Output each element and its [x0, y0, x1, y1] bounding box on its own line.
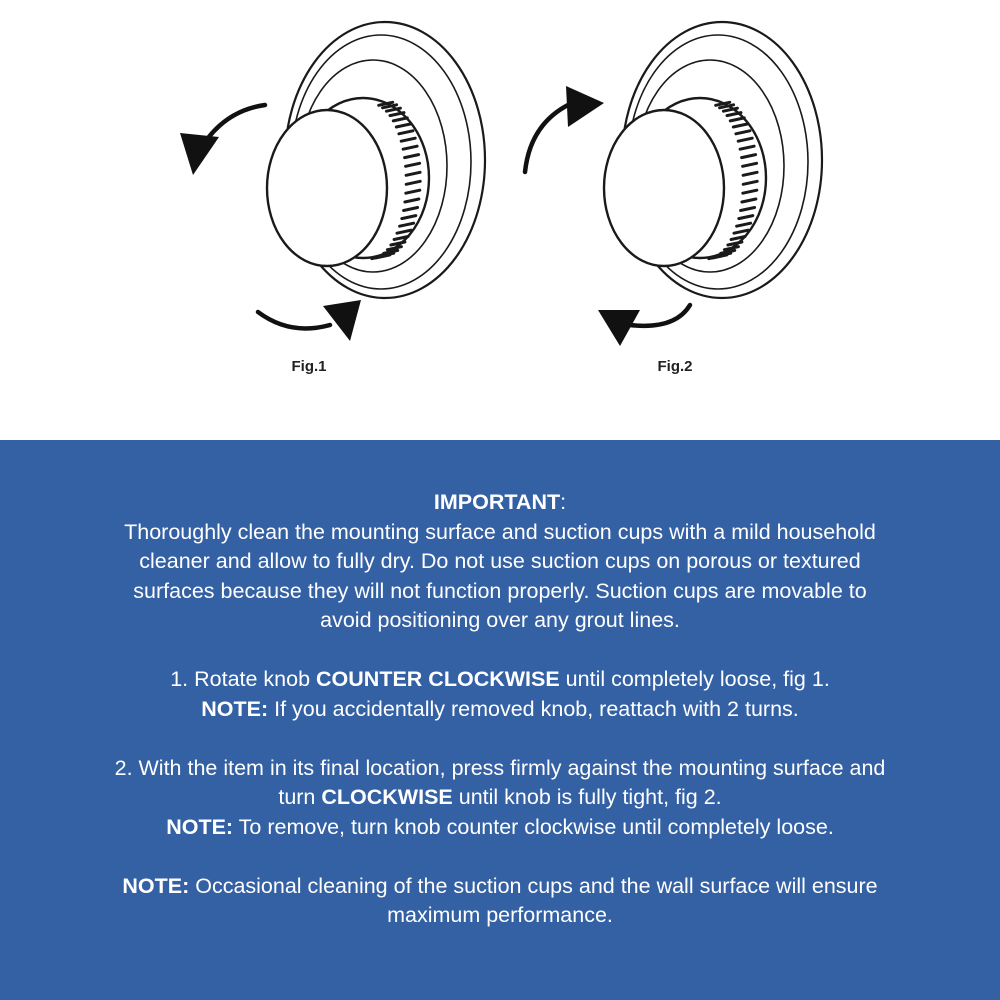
step1-line — [30, 665, 970, 695]
instructions-panel — [0, 440, 1000, 1000]
fig1-arrowhead-bottom-icon — [323, 300, 361, 341]
important-heading — [30, 488, 970, 518]
step1-post: until completely loose, fig 1. — [559, 667, 830, 691]
step1-pre: 1. Rotate knob — [170, 667, 317, 691]
intro-line: Thoroughly clean the mounting surface and suction cups with a mild household — [124, 519, 876, 544]
step1-note-label: NOTE: — [201, 696, 269, 721]
step2-line1: 2. With the item in its final location, press firmly against the mounting surface and — [114, 755, 886, 780]
step2-note — [30, 813, 970, 843]
knob-illustrations — [0, 0, 1000, 440]
fig1-label: Fig.1 — [291, 358, 327, 375]
intro-line: cleaner and allow to fully dry. Do not use suction cups on porous or textured — [139, 549, 861, 573]
final-note-label: NOTE: — [122, 873, 190, 898]
fig1-arrow-bottom-icon — [258, 312, 330, 328]
intro-line: avoid positioning over any grout lines. — [320, 608, 680, 632]
step2-post: until knob is fully tight, fig 2. — [452, 785, 722, 809]
final-note-line2: maximum performance. — [387, 903, 613, 927]
fig2-arrowhead-bottom-icon — [598, 310, 640, 346]
step2-pre: turn — [278, 785, 322, 809]
step1-note-text: If you accidentally removed knob, reattach with 2 turns. — [268, 696, 799, 721]
step2-note-label: NOTE: — [166, 814, 234, 839]
important-section — [30, 488, 970, 636]
fig2-knob-drawing — [604, 22, 822, 298]
step1-note — [30, 695, 970, 725]
figures-area — [0, 0, 1000, 440]
final-note-text1: Occasional cleaning of the suction cups and the wall surface will ensure — [189, 873, 878, 898]
fig2-arrowhead-top-icon — [566, 86, 604, 127]
fig1-knob-drawing — [267, 22, 485, 298]
step2-note-text: To remove, turn knob counter clockwise until completely loose. — [233, 814, 834, 839]
step2-line2 — [30, 783, 970, 813]
fig1-arrowhead-top-icon — [180, 133, 219, 175]
step1-bold: COUNTER CLOCKWISE — [316, 667, 560, 691]
fig1-arrow-top-icon — [208, 105, 265, 138]
step2-section — [30, 754, 970, 843]
step2-bold: CLOCKWISE — [321, 785, 453, 809]
intro-line: surfaces because they will not function properly. Suction cups are movable to — [133, 578, 867, 603]
final-note-section — [30, 872, 970, 931]
important-colon: : — [560, 490, 567, 514]
step1-section — [30, 665, 970, 724]
important-label: IMPORTANT — [433, 490, 561, 514]
fig2-arrow-top-icon — [525, 105, 568, 172]
fig2-arrow-bottom-icon — [630, 305, 690, 326]
fig2-label: Fig.2 — [657, 358, 693, 375]
final-note-line1 — [30, 872, 970, 902]
